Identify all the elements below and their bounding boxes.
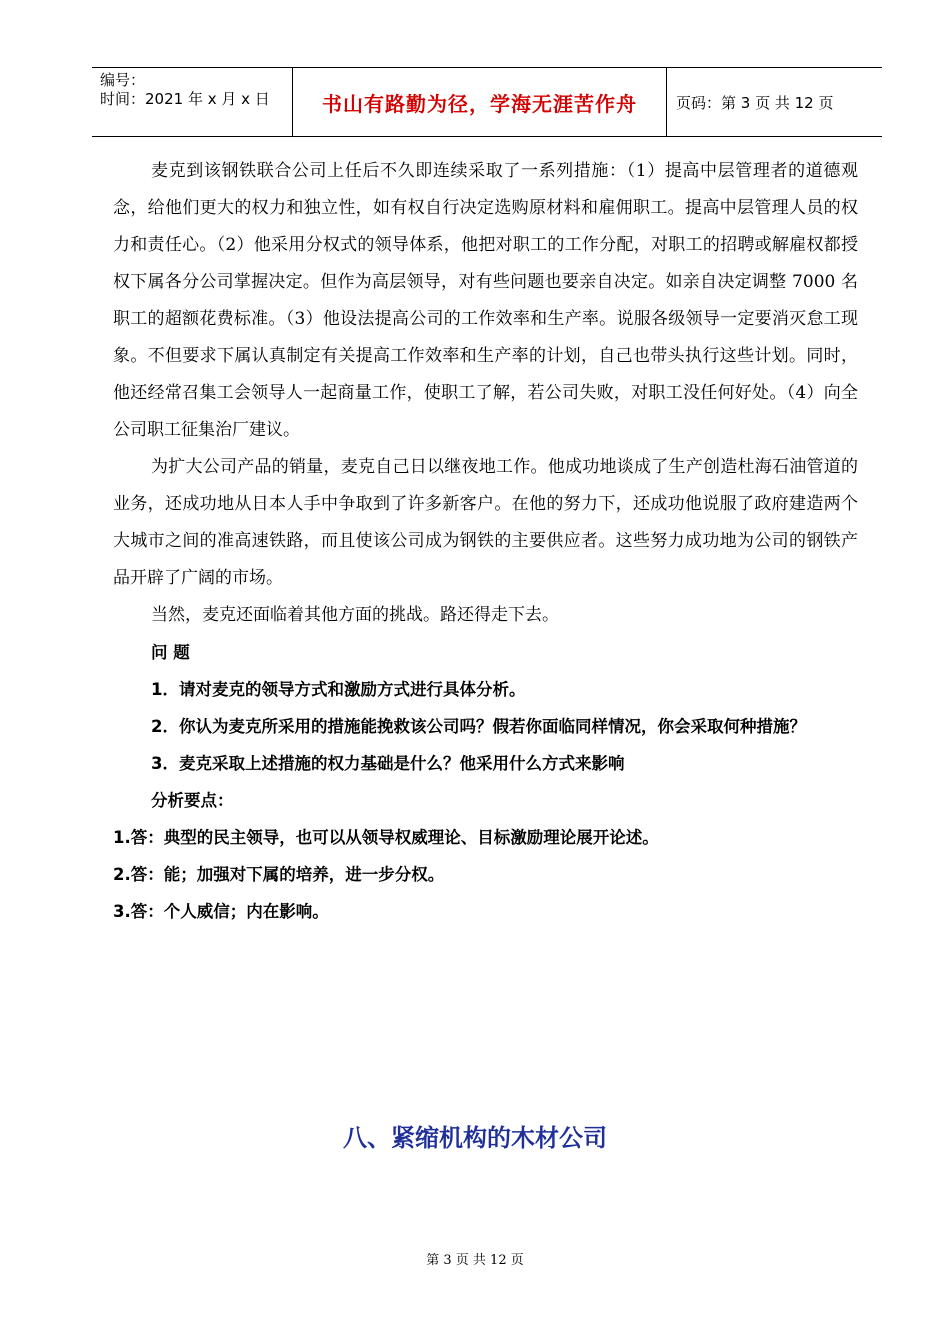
page-footer: 第 3 页 共 12 页 <box>426 1253 524 1268</box>
analysis-item: 2.答：能；加强对下属的培养，进一步分权。 <box>113 865 445 884</box>
header-page-info-cell <box>666 68 882 136</box>
paragraph: 为扩大公司产品的销量，麦克自己日以继夜地工作。他成功地谈成了生产创造杜海石油管道的业务，还成功地从日本人手中争取到了许多新客户。在他的努力下，还成功他说服了政府建造两个大城市之间的准高速铁路，而且使该公司成为钢铁的主要供应者。这些努力成功地为公司的钢铁产品开辟了广阔的市场。 <box>113 457 858 588</box>
header-motto: 书山有路勤为径，学海无涯苦作舟 <box>322 91 637 116</box>
time-label: 时间：2021 年 x 月 x 日 <box>100 90 270 108</box>
analysis-item: 3.答：个人威信；内在影响。 <box>113 902 329 921</box>
analysis-heading: 分析要点： <box>151 791 234 810</box>
analysis-item: 1.答：典型的民主领导，也可以从领导权威理论、目标激励理论展开论述。 <box>113 828 659 847</box>
document-body <box>113 153 858 930</box>
header-page-info: 页码：第 3 页 共 12 页 <box>676 93 834 112</box>
paragraph: 麦克到该钢铁联合公司上任后不久即连续采取了一系列措施：（1）提高中层管理者的道德观念，给他们更大的权力和独立性，如有权自行决定选购原材料和雇佣职工。提高中层管理人员的权力和责任心。（2）他采用分权式的领导体系，他把对职工的工作分配，对职工的招聘或解雇权都授权下属各分公司掌握决定。但作为高层领导，对有些问题也要亲自决定。如亲自决定调整 7000 名职工的超额花费标准。（3）他设法提高公司的工作效率和生产率。说服各级领导一定要消灭怠工现象。不但要求下属认真制定有关提高工作效率和生产率的计划，自己也带头执行这些计划。同时，他还经常召集工会领导人一起商量工作，使职工了解，若公司失败，对职工没任何好处。（4）向全公司职工征集治厂建议。 <box>113 161 858 440</box>
number-label: 编号： <box>100 71 146 89</box>
question-item: 1．请对麦克的领导方式和激励方式进行具体分析。 <box>151 680 526 699</box>
paragraph: 当然，麦克还面临着其他方面的挑战。路还得走下去。 <box>151 605 559 625</box>
questions-heading: 问 题 <box>151 643 190 662</box>
question-item: 3．麦克采取上述措施的权力基础是什么？他采用什么方式来影响 <box>151 754 625 773</box>
question-item: 2．你认为麦克所采用的措施能挽救该公司吗？假若你面临同样情况，你会采取何种措施？ <box>151 717 806 736</box>
header-motto-cell <box>292 68 667 136</box>
page-header <box>92 67 882 137</box>
header-meta <box>92 68 292 136</box>
section-title: 八、紧缩机构的木材公司 <box>343 1124 607 1152</box>
